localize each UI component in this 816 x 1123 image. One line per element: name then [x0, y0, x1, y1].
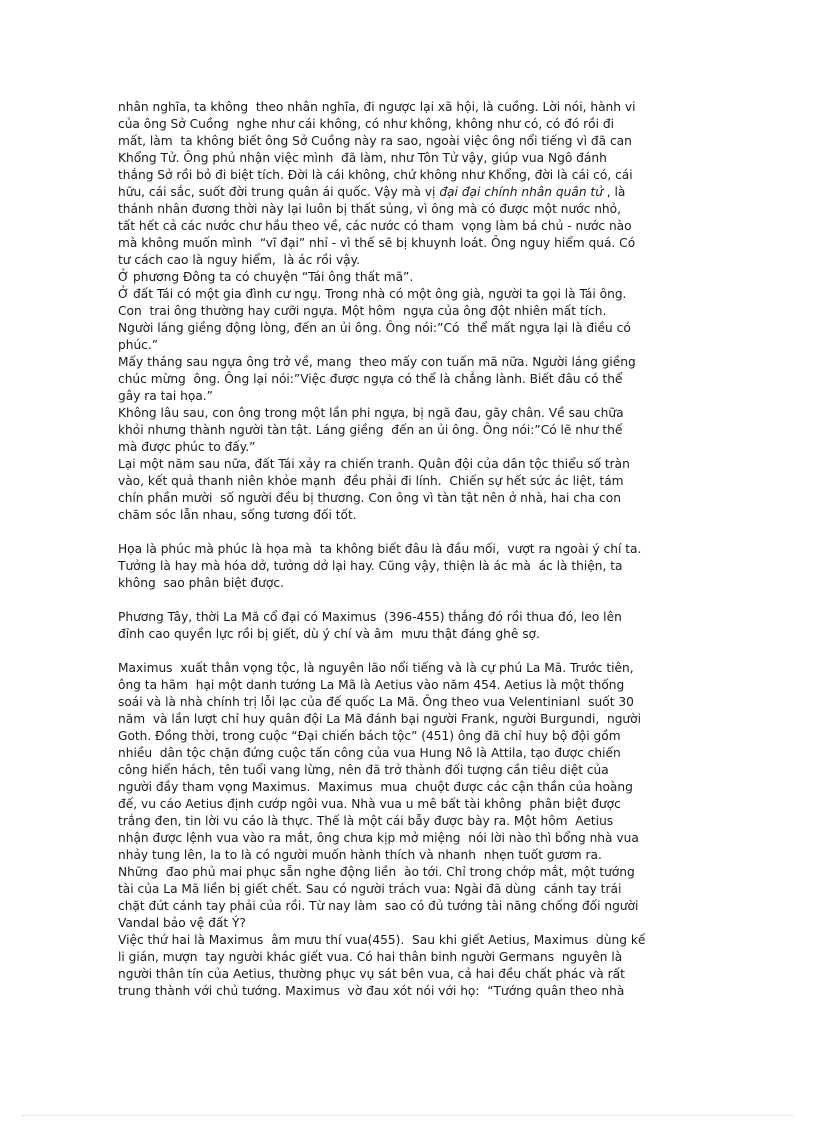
text-line: soái và là nhà chính trị lỗi lạc của đế quốc La Mã. Ông theo vua Velentinianl suốt 30	[118, 695, 634, 709]
text-line: đỉnh cao quyền lực rồi bị giết, dù ý chí và âm mưu thật đáng ghê sợ.	[118, 627, 540, 641]
text-line: chúc mừng ông. Ông lại nói:”Việc được ngựa có thể là chẳng lành. Biết đâu có thể	[118, 372, 623, 386]
text-line: trung thành với chủ tướng. Maximus vờ đau xót nói với họ: “Tướng quân theo nhà	[118, 984, 625, 998]
text-line: Khổng Tử. Ông phủ nhận việc mình đã làm, như Tôn Tử vậy, giúp vua Ngô đánh	[118, 151, 607, 165]
page-bottom-divider	[22, 1115, 794, 1116]
text-line: tất hết cả các nước chư hầu theo về, các nước có tham vọng làm bá chủ - nước nào	[118, 219, 632, 233]
text-line: thắng Sở rồi bỏ đi biệt tích. Đời là cái không, chứ không như Khổng, đời là cái có, cái	[118, 168, 633, 182]
text-line: ông ta hãm hại một danh tướng La Mã là Aetius vào năm 454. Aetius là một thống	[118, 678, 625, 692]
text-line: mất, làm ta không biết ông Sở Cuồng này ra sao, ngoài việc ông nổi tiếng vì đã can	[118, 134, 632, 148]
text-line: li gián, mượn tay người khác giết vua. Có hai thân binh người Germans nguyên là	[118, 950, 623, 964]
text-line: mà không muốn mình “vĩ đại” nhỉ - vì thế sẽ bị khuynh loát. Ông nguy hiểm quá. Có	[118, 236, 636, 250]
text-line: mà được phúc to đấy.”	[118, 440, 256, 454]
text-line: Vandal bảo vệ đất Ý?	[118, 916, 246, 930]
text-line: Tưởng là hay mà hóa dở, tưởng dở lại hay. Cũng vậy, thiện là ác mà ác là thiện, ta	[118, 559, 623, 573]
text-line: chặt đứt cánh tay phải của rồi. Từ nay làm sao có đủ tướng tài năng chống đối người	[118, 899, 639, 913]
document-page	[118, 99, 696, 1000]
text-line: thánh nhân đương thời này lại luôn bị thất sủng, vì ông mà có được một nước nhỏ,	[118, 202, 621, 216]
text-line: Con trai ông thường hay cưỡi ngựa. Một hôm ngựa của ông đột nhiên mất tích.	[118, 304, 607, 318]
text-line: nhân nghĩa, ta không theo nhân nghĩa, đi ngược lại xã hội, là cuồng. Lời nói, hành vi	[118, 100, 636, 114]
text-line: gây ra tai họa.”	[118, 389, 213, 403]
italic-phrase: đại đại chính nhân quân tử	[439, 185, 603, 199]
text-line: công hiển hách, tên tuổi vang lừng, nên đã trở thành đối tượng cần tiêu diệt của	[118, 763, 609, 777]
text-line: đế, vu cáo Aetius định cướp ngôi vua. Nhà vua u mê bất tài không phân biệt được	[118, 797, 621, 811]
text-line: năm và lần lượt chỉ huy quân đội La Mã đánh bại người Frank, người Burgundi, người	[118, 712, 641, 726]
text-line: khỏi nhưng thành người tàn tật. Láng giềng đến an ủi ông. Ông nói:”Có lẽ như thế	[118, 423, 623, 437]
text-line: Goth. Đồng thời, trong cuộc “Đại chiến bách tộc” (451) ông đã chỉ huy bộ đội gồm	[118, 729, 621, 743]
text-line: Lại một năm sau nữa, đất Tái xảy ra chiến tranh. Quân đội của dân tộc thiểu số tràn	[118, 457, 630, 471]
text-line: người thân tín của Aetius, thường phục vụ sát bên vua, cả hai đều chất phác và rất	[118, 967, 625, 981]
text-line: chín phần mười số người đều bị thương. Con ông vì tàn tật nên ở nhà, hai cha con	[118, 491, 621, 505]
text-line: nhảy tung lên, la to là có người muốn hành thích và nhanh nhẹn tuốt gươm ra.	[118, 848, 602, 862]
text-line: nhận được lệnh vua vào ra mắt, ông chưa kịp mở miệng nói lời nào thì bổng nhà vua	[118, 831, 639, 845]
text-line: Maximus xuất thân vọng tộc, là nguyên lão nổi tiếng và là cự phú La Mã. Trước tiên,	[118, 661, 634, 675]
paragraph-gap	[118, 643, 696, 660]
italic-line-tail: , là	[602, 185, 626, 199]
text-line: trắng đen, tin lời vu cáo là thực. Thế là một cái bẫy được bày ra. Một hôm Aetius	[118, 814, 614, 828]
text-line: Phương Tây, thời La Mã cổ đại có Maximus (396-455) thắng đó rồi thua đó, leo lên	[118, 610, 622, 624]
text-line: chăm sóc lẫn nhau, sống tương đối tốt.	[118, 508, 357, 522]
text-line: hữu, cái sắc, suốt đời trung quân ái quốc. Vậy mà vị đại đại chính nhân quân tử , là	[118, 185, 626, 199]
text-line: Người láng giềng động lòng, đến an ủi ông. Ông nói:”Có thể mất ngựa lại là điều có	[118, 321, 631, 335]
text-line: Không lâu sau, con ông trong một lần phi ngựa, bị ngã đau, gãy chân. Về sau chữa	[118, 406, 624, 420]
text-line: Những đao phủ mai phục sẵn nghe động liền ào tới. Chỉ trong chớp mắt, một tướng	[118, 865, 635, 879]
text-line: của ông Sở Cuồng nghe như cái không, có như không, không như có, có đó rồi đi	[118, 117, 615, 131]
paragraph-gap	[118, 592, 696, 609]
text-line: Họa là phúc mà phúc là họa mà ta không biết đâu là đầu mối, vượt ra ngoài ý chí ta.	[118, 542, 642, 556]
text-line: Ở đất Tái có một gia đình cư ngụ. Trong nhà có một ông già, người ta gọi là Tái ông.	[118, 287, 627, 301]
text-line: không sao phân biệt được.	[118, 576, 284, 590]
text-line: Ở phương Đông ta có chuyện “Tái ông thất mã”.	[118, 270, 414, 284]
text-line: vào, kết quả thanh niên khỏe mạnh đều phải đi lính. Chiến sự hết sức ác liệt, tám	[118, 474, 624, 488]
text-line: Việc thứ hai là Maximus âm mưu thí vua(455). Sau khi giết Aetius, Maximus dùng kế	[118, 933, 646, 947]
text-line: tài của La Mã liền bị giết chết. Sau có người trách vua: Ngài đã dùng cánh tay trái	[118, 882, 622, 896]
text-line: nhiều dân tộc chặn đứng cuộc tấn công của vua Hung Nô là Attila, tạo được chiến	[118, 746, 621, 760]
text-line: người đầy tham vọng Maximus. Maximus mua chuột được các cận thần của hoàng	[118, 780, 633, 794]
text-line: Mấy tháng sau ngựa ông trở về, mang theo mấy con tuấn mã nữa. Người láng giềng	[118, 355, 636, 369]
paragraph-gap	[118, 524, 696, 541]
text-line: phúc.”	[118, 338, 159, 352]
text-line: tư cách cao là nguy hiểm, là ác rồi vậy.	[118, 253, 360, 267]
